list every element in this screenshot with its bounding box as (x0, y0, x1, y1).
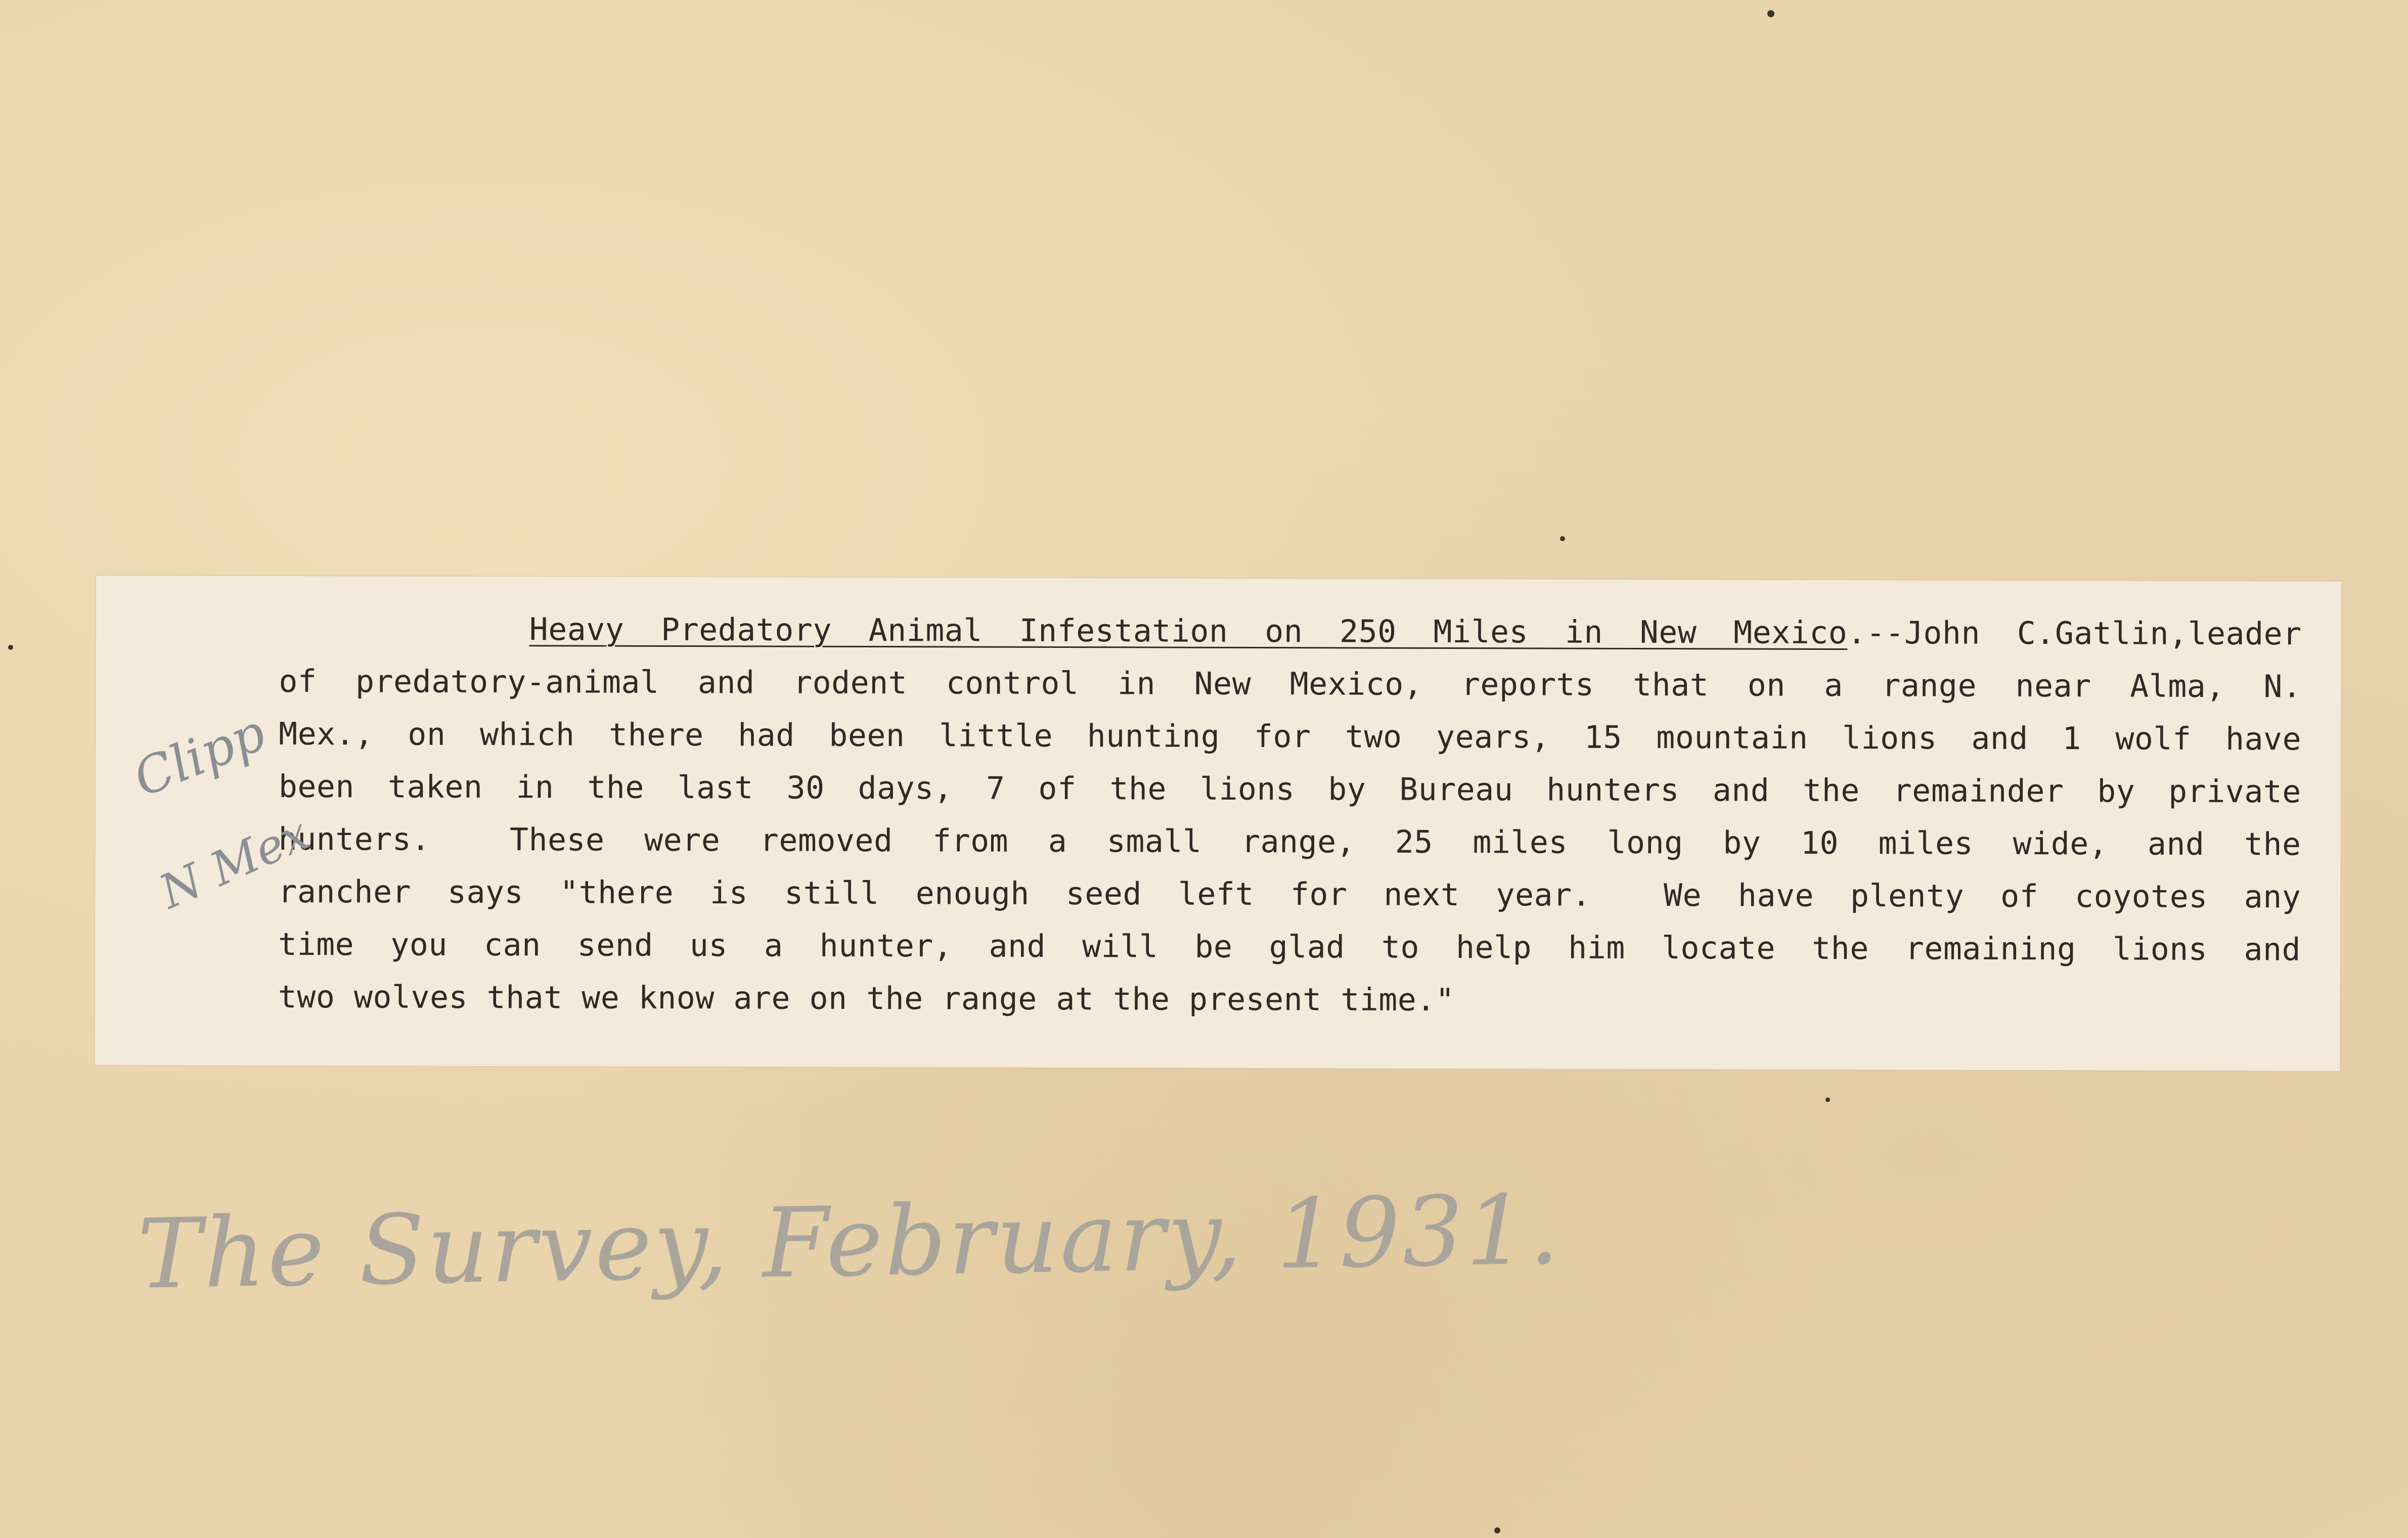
clipping-line-3: Mex., on which there had been little hunting for two years, 15 mountain lions and 1 wolf have (279, 715, 2302, 758)
clipping-line-5: hunters. These were removed from a small range, 25 miles long by 10 miles wide, and the (278, 820, 2301, 863)
paper-speck (1825, 1097, 1830, 1102)
handwritten-nmex-note: N Mex (152, 806, 317, 919)
clipping-line-6: rancher says "there is still enough seed left for next year. We have plenty of coyotes any (278, 873, 2301, 915)
newspaper-clipping (95, 576, 2341, 1071)
clipping-line-1 (279, 602, 2302, 660)
clipping-byline: .--John C.Gatlin,leader (1847, 614, 2302, 652)
clipping-headline: Heavy Predatory Animal Infestation on 250 Miles in New Mexico (529, 611, 1848, 651)
handwritten-clipp-note: Clipp (125, 702, 274, 809)
paper-speck (1494, 1527, 1500, 1533)
clipping-line-2: of predatory-animal and rodent control in New Mexico, reports that on a range near Alma, N. (279, 663, 2302, 705)
handwritten-source-citation: The Survey, February, 1931. (137, 1173, 1563, 1310)
paper-speck (1767, 10, 1774, 17)
clipping-line-7: time you can send us a hunter, and will be glad to help him locate the remaining lions and (278, 926, 2301, 968)
clipping-line-4: been taken in the last 30 days, 7 of the lions by Bureau hunters and the remainder by private (278, 768, 2301, 810)
clipping-text (278, 602, 2302, 1028)
clipping-line-8: two wolves that we know are on the range at the present time." (278, 978, 1455, 1019)
paper-speck (1560, 536, 1565, 541)
paper-speck (8, 645, 13, 650)
